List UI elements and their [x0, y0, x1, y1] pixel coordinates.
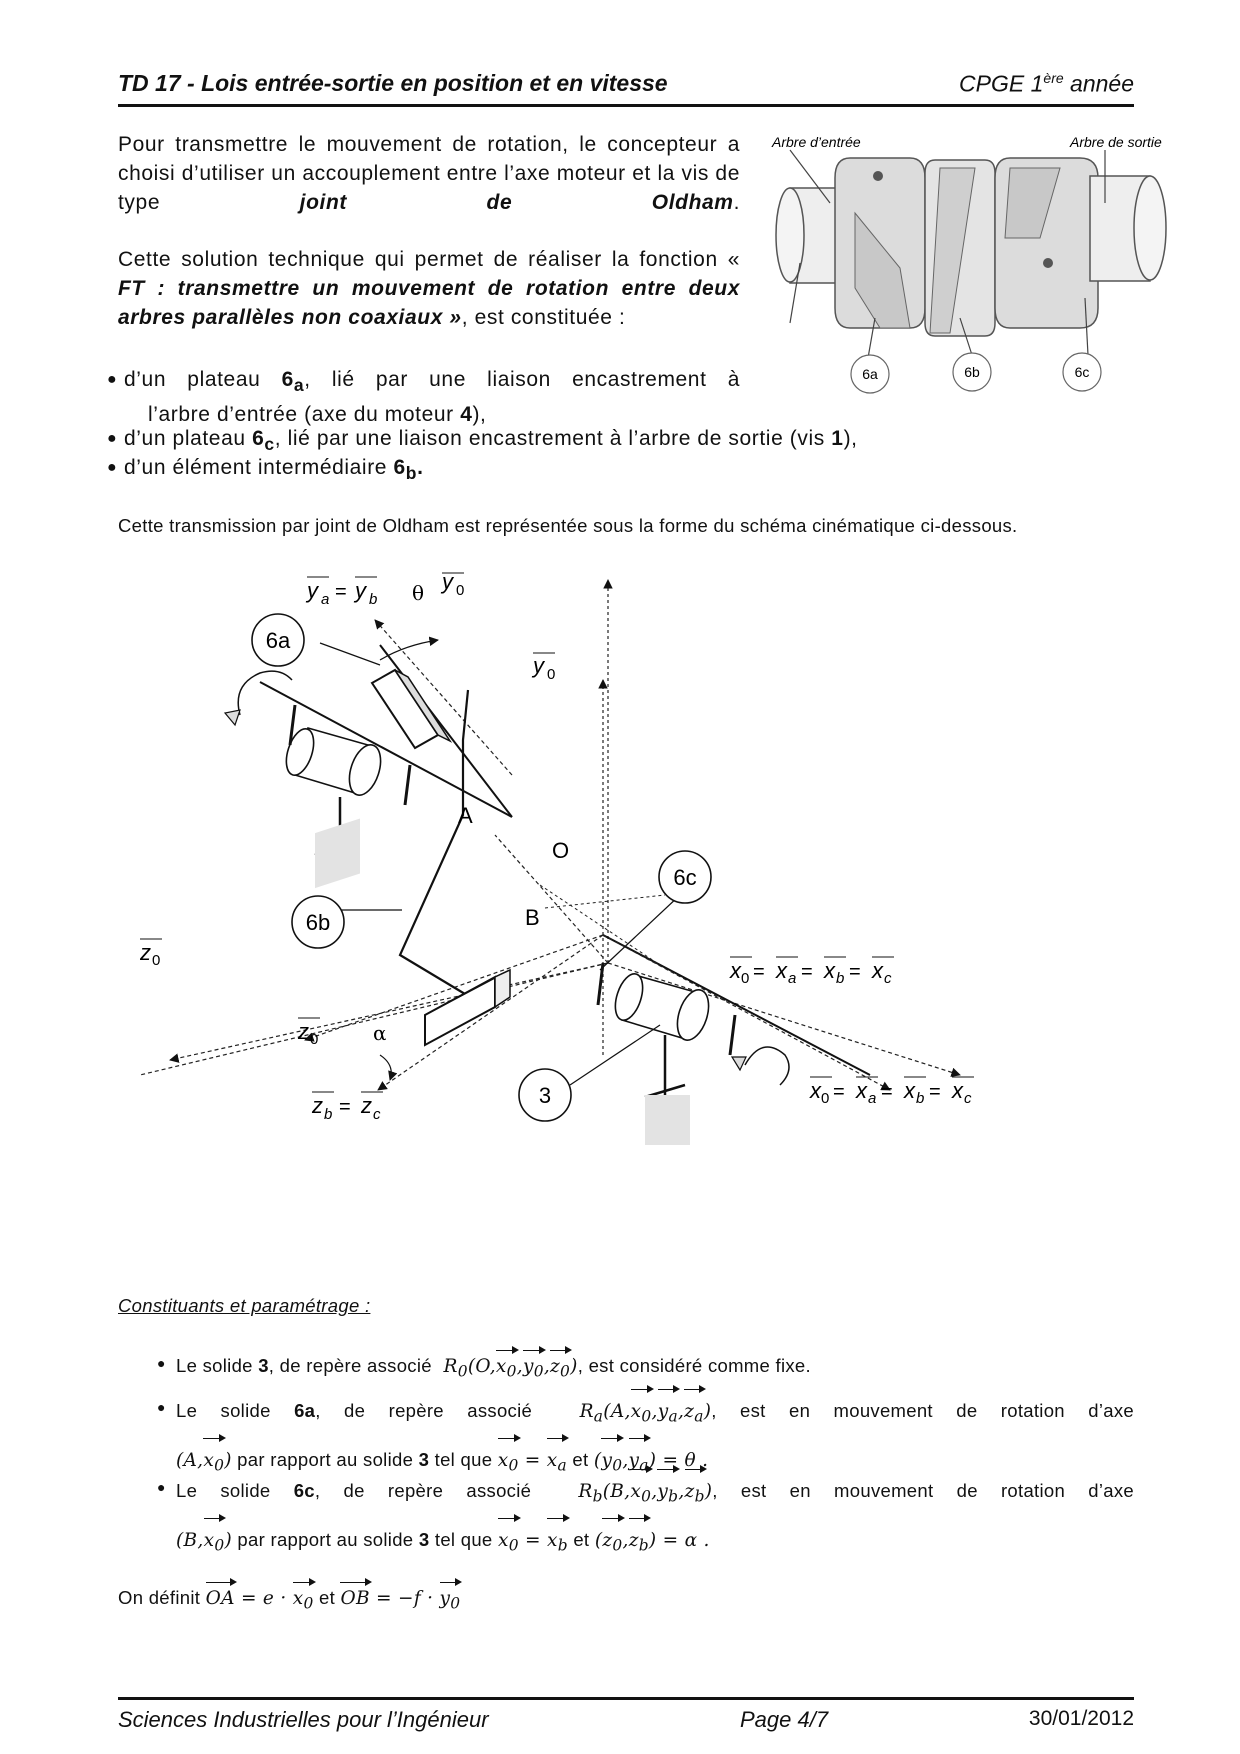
- b2-sub: c: [264, 434, 275, 455]
- svg-text:x: x: [856, 1078, 867, 1103]
- schema-intro-sentence: Cette transmission par joint de Oldham est représentée sous la forme du schéma cinématique ci-dessous.: [118, 515, 1018, 536]
- tag-3: [519, 1069, 571, 1121]
- vector-OA: OA = $e \cdot x_0$: [206, 1588, 314, 1609]
- axis-label-y0-mid: [531, 653, 555, 683]
- footer-course: Sciences Industrielles pour l’Ingénieur: [118, 1707, 489, 1732]
- svg-text:z: z: [298, 1019, 309, 1044]
- b1-rest: , lié par une liaison encastrement à: [304, 368, 740, 391]
- svg-text:=: =: [881, 1081, 893, 1103]
- svg-text:x: x: [824, 958, 835, 983]
- vector-OB: OB = $-f \cdot y_0$: [340, 1588, 460, 1609]
- param-solid-3: [157, 1349, 1134, 1386]
- angle-theta: $(y_0,y_a) = \theta$ .: [594, 1450, 708, 1471]
- svg-text:c: c: [373, 1106, 381, 1123]
- tag-6a-photo: [851, 355, 889, 393]
- axis-label-ya-yb: [305, 577, 424, 608]
- axis-label-x-top: [729, 957, 894, 987]
- l3-text4: par rapport au solide: [231, 1528, 419, 1550]
- level-sup: ère: [1043, 70, 1064, 86]
- svg-text:b: b: [916, 1090, 925, 1107]
- b2-num: 6: [252, 427, 265, 450]
- footer-rule: [118, 1697, 1134, 1700]
- input-shaft-cylinder: [225, 671, 410, 888]
- level-suffix: année: [1070, 70, 1134, 97]
- b3-text: d’un élément intermédiaire: [124, 456, 394, 479]
- svg-text:y: y: [442, 569, 453, 594]
- bullet-element-6b: [107, 453, 1024, 488]
- tag-6c-photo: [1063, 353, 1101, 391]
- point-O: O: [552, 838, 570, 863]
- bullet-dot: ●: [157, 1355, 166, 1371]
- svg-text:a: a: [868, 1090, 877, 1107]
- svg-text:x: x: [904, 1078, 915, 1103]
- svg-text:=: =: [833, 1081, 845, 1103]
- b3-num: 6: [393, 456, 406, 479]
- b3-end: .: [417, 456, 424, 479]
- param-solid-6c: [157, 1468, 1135, 1565]
- plate-6c: [995, 158, 1098, 328]
- def-text2: et: [313, 1587, 341, 1608]
- svg-text:0: 0: [821, 1090, 830, 1107]
- oldham-coupling-illustration: [760, 128, 1180, 398]
- l3-text3: , est en mouvement de rotation d’axe: [712, 1480, 1135, 1501]
- svg-text:6a: 6a: [862, 366, 878, 382]
- svg-text:x: x: [952, 1078, 963, 1103]
- footer-date: 30/01/2012: [1028, 1707, 1134, 1730]
- svg-text:y: y: [307, 578, 318, 603]
- alpha-symbol: α: [373, 1021, 387, 1045]
- l2-text: Le solide: [176, 1400, 295, 1421]
- svg-text:c: c: [964, 1090, 972, 1107]
- axis-B-x0: $(B,x_0)$: [176, 1530, 232, 1551]
- svg-text:a: a: [788, 970, 797, 987]
- level-prefix: CPGE 1: [959, 70, 1044, 97]
- svg-text:a: a: [321, 591, 330, 608]
- l2-text4: par rapport au solide: [231, 1448, 419, 1470]
- l3-text: Le solide: [176, 1480, 294, 1501]
- intro-paragraph-2: [118, 245, 740, 332]
- svg-text:6a: 6a: [265, 628, 291, 653]
- output-shaft-cylinder: [598, 963, 789, 1145]
- frame-Rb: $R_b(B,x_0,y_b,z_b)$: [554, 1481, 712, 1502]
- svg-text:z: z: [312, 1093, 323, 1118]
- l2-num2: 3: [418, 1448, 430, 1470]
- class-level: [959, 70, 1134, 98]
- axis-label-z0-lower: [297, 1018, 387, 1048]
- definitions-OA-OB: [118, 1581, 1076, 1618]
- axis-label-x-bottom: [809, 1077, 974, 1107]
- l3-text2: , de repère associé: [314, 1480, 555, 1501]
- bullet-dot: ●: [157, 1479, 166, 1495]
- eq-x0-xa: $x_0 = x_a$: [498, 1450, 567, 1471]
- point-B: B: [525, 905, 540, 930]
- axis-label-zb-zc: [311, 1092, 383, 1123]
- svg-text:=: =: [929, 1081, 941, 1103]
- p1-text: Pour transmettre le mouvement de rotation, le concepteur a choisi d’utiliser un accouplement entre l’axe moteur et la vis de type: [118, 133, 740, 214]
- tag-6c: [659, 851, 711, 903]
- header-rule: [118, 104, 1134, 107]
- tag-6a: [252, 614, 304, 666]
- svg-text:z: z: [140, 940, 151, 965]
- l2-num: 6a: [294, 1400, 316, 1421]
- tag-6b: [292, 896, 344, 948]
- disc-6b: [925, 160, 995, 336]
- l1-text2: , de repère associé: [268, 1355, 438, 1376]
- document-title: TD 17 - Lois entrée-sortie en position et en vitesse: [118, 70, 668, 96]
- eq-x0-xb: $x_0 = x_b$: [498, 1530, 568, 1551]
- l2-text6: et: [566, 1448, 594, 1470]
- svg-text:x: x: [776, 958, 787, 983]
- l3-text5: tel que: [429, 1528, 498, 1550]
- intro-paragraph-1: [118, 130, 740, 217]
- svg-text:=: =: [335, 581, 347, 603]
- frame-Ra: $R_a(A,x_0,y_a,z_a)$: [555, 1401, 711, 1422]
- kinematic-schema: [140, 565, 1100, 1265]
- svg-text:0: 0: [310, 1031, 319, 1048]
- bullet-dot: ●: [107, 459, 118, 476]
- b1-text: d’un plateau: [124, 368, 282, 391]
- bullet-dot: ●: [107, 430, 118, 447]
- svg-text:=: =: [801, 961, 813, 983]
- bullet-dot: ●: [107, 371, 118, 388]
- l3-num: 6c: [293, 1480, 315, 1501]
- tag-6b-photo: [953, 353, 991, 391]
- svg-text:b: b: [369, 591, 378, 608]
- b2-end: ),: [843, 427, 858, 450]
- svg-text:y: y: [533, 653, 544, 678]
- axis-label-z0-left: [140, 939, 162, 969]
- point-A: A: [458, 803, 473, 828]
- svg-text:6b: 6b: [964, 364, 980, 380]
- svg-text:c: c: [884, 970, 892, 987]
- bullet-dot: ●: [157, 1399, 166, 1415]
- svg-text:0: 0: [152, 952, 161, 969]
- p1-end: .: [733, 191, 741, 214]
- b1-line2: l’arbre d’entrée (axe du moteur: [148, 403, 461, 427]
- b3-sub: b: [405, 463, 418, 484]
- angle-alpha: $(z_0,z_b) = \alpha$ .: [595, 1530, 710, 1551]
- svg-text:b: b: [836, 970, 845, 987]
- l1-num: 3: [258, 1355, 269, 1376]
- part-6a-block: [372, 645, 512, 817]
- svg-text:y: y: [355, 578, 366, 603]
- b1-motor-num: 4: [460, 403, 473, 427]
- p2-text: Cette solution technique qui permet de réaliser la fonction «: [118, 248, 740, 271]
- svg-text:=: =: [339, 1096, 351, 1118]
- l3-num2: 3: [418, 1528, 430, 1550]
- page-header: [118, 64, 1134, 104]
- axis-label-y0-top-real: [440, 569, 464, 599]
- b2-screw-num: 1: [831, 427, 844, 450]
- b1-num: 6: [281, 368, 294, 391]
- svg-text:x: x: [730, 958, 741, 983]
- svg-text:x: x: [872, 958, 883, 983]
- svg-text:=: =: [753, 961, 765, 983]
- axis-A-x0: $(A,x_0)$: [176, 1450, 232, 1471]
- svg-text:6c: 6c: [1074, 364, 1090, 380]
- l2-text2: , de repère associé: [315, 1400, 556, 1421]
- params-heading: Constituants et paramétrage :: [118, 1295, 371, 1316]
- svg-text:z: z: [361, 1093, 372, 1118]
- l1-end: , est considéré comme fixe.: [577, 1355, 811, 1376]
- b1-line2-end: ),: [472, 403, 487, 427]
- b1-sub: a: [293, 375, 305, 396]
- function-ft: FT : transmettre un mouvement de rotation entre deux arbres parallèles non coaxiaux »: [118, 277, 740, 329]
- bullet-plateau-6a: [107, 365, 740, 429]
- b2-rest: , lié par une liaison encastrement à l’arbre de sortie (vis: [274, 427, 832, 450]
- svg-text:3: 3: [538, 1083, 552, 1108]
- svg-text:x: x: [810, 1078, 821, 1103]
- theta-symbol: θ: [412, 581, 425, 605]
- oldham-term: joint de Oldham: [299, 191, 734, 214]
- l1-text: Le solide: [176, 1355, 259, 1376]
- svg-text:6b: 6b: [305, 910, 331, 935]
- b2-text: d’un plateau: [124, 427, 253, 450]
- label-input-shaft: Arbre d’entrée: [772, 134, 861, 150]
- l2-text3: , est en mouvement de rotation d’axe: [711, 1400, 1134, 1421]
- l3-text6: et: [567, 1528, 595, 1550]
- frame-R0: $R_0(O,x_0,y_0,z_0)$: [437, 1356, 577, 1377]
- svg-text:0: 0: [456, 582, 465, 599]
- svg-text:6c: 6c: [673, 865, 697, 890]
- svg-text:0: 0: [741, 970, 750, 987]
- page-number: Page 4/7: [740, 1707, 829, 1732]
- p2-end: , est constituée :: [461, 306, 626, 329]
- output-shaft: [1090, 176, 1166, 281]
- plate-6a: [835, 158, 925, 328]
- svg-text:=: =: [849, 961, 861, 983]
- svg-text:b: b: [324, 1106, 333, 1123]
- def-text: On définit: [118, 1587, 206, 1608]
- label-output-shaft: Arbre de sortie: [1070, 134, 1162, 150]
- l2-text5: tel que: [429, 1448, 498, 1470]
- svg-text:0: 0: [547, 666, 556, 683]
